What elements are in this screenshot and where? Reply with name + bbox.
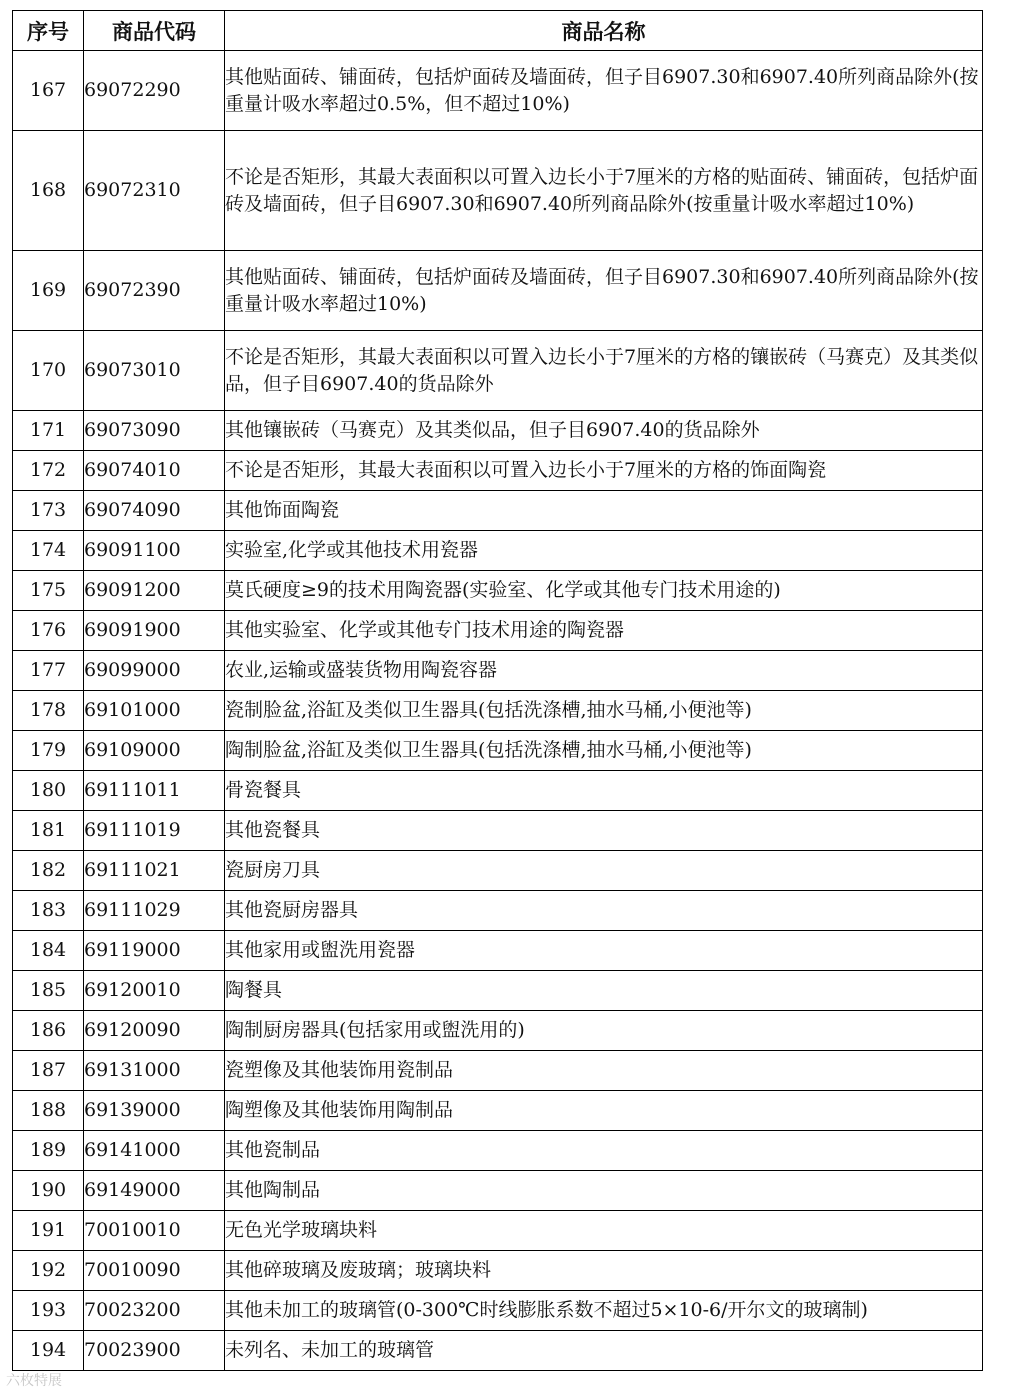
- row-code: 69072390: [84, 251, 225, 331]
- table-row: [13, 1331, 983, 1371]
- commodity-table: [12, 10, 983, 1371]
- row-code: 69111029: [84, 891, 225, 931]
- row-name: 陶塑像及其他装饰用陶制品: [225, 1091, 983, 1131]
- row-name: 陶餐具: [225, 971, 983, 1011]
- row-code: 69091900: [84, 611, 225, 651]
- table-row: [13, 1251, 983, 1291]
- row-code: 69074090: [84, 491, 225, 531]
- row-name: 瓷制脸盆,浴缸及类似卫生器具(包括洗涤槽,抽水马桶,小便池等): [225, 691, 983, 731]
- row-no: 188: [13, 1091, 84, 1131]
- table-row: [13, 331, 983, 411]
- row-no: 183: [13, 891, 84, 931]
- row-code: 69099000: [84, 651, 225, 691]
- row-name: 实验室,化学或其他技术用瓷器: [225, 531, 983, 571]
- row-code: 69111019: [84, 811, 225, 851]
- row-code: 69119000: [84, 931, 225, 971]
- row-name: 不论是否矩形，其最大表面积以可置入边长小于7厘米的方格的镶嵌砖（马赛克）及其类似品，但子目6907.40的货品除外: [225, 331, 983, 411]
- row-code: 69120090: [84, 1011, 225, 1051]
- table-row: [13, 731, 983, 771]
- row-name: 其他镶嵌砖（马赛克）及其类似品，但子目6907.40的货品除外: [225, 411, 983, 451]
- row-code: 69073010: [84, 331, 225, 411]
- row-code: 69131000: [84, 1051, 225, 1091]
- row-code: 69072290: [84, 51, 225, 131]
- row-code: 69120010: [84, 971, 225, 1011]
- row-name: 其他实验室、化学或其他专门技术用途的陶瓷器: [225, 611, 983, 651]
- row-name: 其他未加工的玻璃管(0-300℃时线膨胀系数不超过5×10-6/开尔文的玻璃制): [225, 1291, 983, 1331]
- row-name: 不论是否矩形，其最大表面积以可置入边长小于7厘米的方格的饰面陶瓷: [225, 451, 983, 491]
- table-row: [13, 771, 983, 811]
- row-code: 69149000: [84, 1171, 225, 1211]
- table-row: [13, 691, 983, 731]
- header-code: 商品代码: [84, 11, 225, 51]
- row-no: 193: [13, 1291, 84, 1331]
- row-no: 175: [13, 571, 84, 611]
- table-row: [13, 1011, 983, 1051]
- table-row: [13, 51, 983, 131]
- row-no: 177: [13, 651, 84, 691]
- row-no: 178: [13, 691, 84, 731]
- table-row: [13, 891, 983, 931]
- row-no: 186: [13, 1011, 84, 1051]
- row-no: 194: [13, 1331, 84, 1371]
- row-code: 69109000: [84, 731, 225, 771]
- watermark: 六枚特展: [6, 1373, 62, 1389]
- row-no: 168: [13, 131, 84, 251]
- header-no: 序号: [13, 11, 84, 51]
- row-no: 190: [13, 1171, 84, 1211]
- table-row: [13, 1171, 983, 1211]
- header-name: 商品名称: [225, 11, 983, 51]
- table-row: [13, 131, 983, 251]
- row-name: 其他瓷厨房器具: [225, 891, 983, 931]
- row-code: 69091200: [84, 571, 225, 611]
- row-code: 69111011: [84, 771, 225, 811]
- table-body: [13, 51, 983, 1371]
- row-name: 其他贴面砖、铺面砖，包括炉面砖及墙面砖，但子目6907.30和6907.40所列商品除外(按重量计吸水率超过10%): [225, 251, 983, 331]
- table-row: [13, 1211, 983, 1251]
- row-name: 其他瓷餐具: [225, 811, 983, 851]
- table-row: [13, 451, 983, 491]
- row-code: 69073090: [84, 411, 225, 451]
- table-row: [13, 1091, 983, 1131]
- row-name: 其他家用或盥洗用瓷器: [225, 931, 983, 971]
- table-row: [13, 531, 983, 571]
- row-name: 莫氏硬度≥9的技术用陶瓷器(实验室、化学或其他专门技术用途的): [225, 571, 983, 611]
- row-code: 69091100: [84, 531, 225, 571]
- table-row: [13, 1291, 983, 1331]
- header-row: [13, 11, 983, 51]
- row-name: 无色光学玻璃块料: [225, 1211, 983, 1251]
- table-row: [13, 811, 983, 851]
- row-name: 瓷塑像及其他装饰用瓷制品: [225, 1051, 983, 1091]
- row-no: 187: [13, 1051, 84, 1091]
- row-code: 69111021: [84, 851, 225, 891]
- row-name: 骨瓷餐具: [225, 771, 983, 811]
- row-name: 其他瓷制品: [225, 1131, 983, 1171]
- row-code: 69074010: [84, 451, 225, 491]
- table-row: [13, 971, 983, 1011]
- row-no: 182: [13, 851, 84, 891]
- table-row: [13, 251, 983, 331]
- row-no: 172: [13, 451, 84, 491]
- row-no: 191: [13, 1211, 84, 1251]
- row-code: 70023200: [84, 1291, 225, 1331]
- row-name: 瓷厨房刀具: [225, 851, 983, 891]
- row-name: 未列名、未加工的玻璃管: [225, 1331, 983, 1371]
- table-row: [13, 611, 983, 651]
- row-code: 69072310: [84, 131, 225, 251]
- row-no: 179: [13, 731, 84, 771]
- row-no: 192: [13, 1251, 84, 1291]
- row-no: 174: [13, 531, 84, 571]
- row-code: 69101000: [84, 691, 225, 731]
- table-row: [13, 931, 983, 971]
- row-no: 185: [13, 971, 84, 1011]
- row-name: 农业,运输或盛装货物用陶瓷容器: [225, 651, 983, 691]
- row-no: 171: [13, 411, 84, 451]
- table-row: [13, 651, 983, 691]
- row-name: 陶制脸盆,浴缸及类似卫生器具(包括洗涤槽,抽水马桶,小便池等): [225, 731, 983, 771]
- row-no: 184: [13, 931, 84, 971]
- table-row: [13, 571, 983, 611]
- row-no: 169: [13, 251, 84, 331]
- row-code: 70010090: [84, 1251, 225, 1291]
- table-row: [13, 491, 983, 531]
- table-row: [13, 851, 983, 891]
- row-no: 170: [13, 331, 84, 411]
- row-code: 69139000: [84, 1091, 225, 1131]
- row-code: 69141000: [84, 1131, 225, 1171]
- table-row: [13, 1051, 983, 1091]
- row-no: 180: [13, 771, 84, 811]
- row-no: 189: [13, 1131, 84, 1171]
- row-code: 70010010: [84, 1211, 225, 1251]
- row-name: 其他陶制品: [225, 1171, 983, 1211]
- table-row: [13, 411, 983, 451]
- row-name: 陶制厨房器具(包括家用或盥洗用的): [225, 1011, 983, 1051]
- row-name: 其他贴面砖、铺面砖，包括炉面砖及墙面砖，但子目6907.30和6907.40所列商品除外(按重量计吸水率超过0.5%，但不超过10%): [225, 51, 983, 131]
- row-name: 其他饰面陶瓷: [225, 491, 983, 531]
- row-name: 不论是否矩形，其最大表面积以可置入边长小于7厘米的方格的贴面砖、铺面砖，包括炉面砖及墙面砖，但子目6907.30和6907.40所列商品除外(按重量计吸水率超过10%): [225, 131, 983, 251]
- row-no: 167: [13, 51, 84, 131]
- table-row: [13, 1131, 983, 1171]
- row-no: 181: [13, 811, 84, 851]
- row-code: 70023900: [84, 1331, 225, 1371]
- row-no: 173: [13, 491, 84, 531]
- row-name: 其他碎玻璃及废玻璃；玻璃块料: [225, 1251, 983, 1291]
- row-no: 176: [13, 611, 84, 651]
